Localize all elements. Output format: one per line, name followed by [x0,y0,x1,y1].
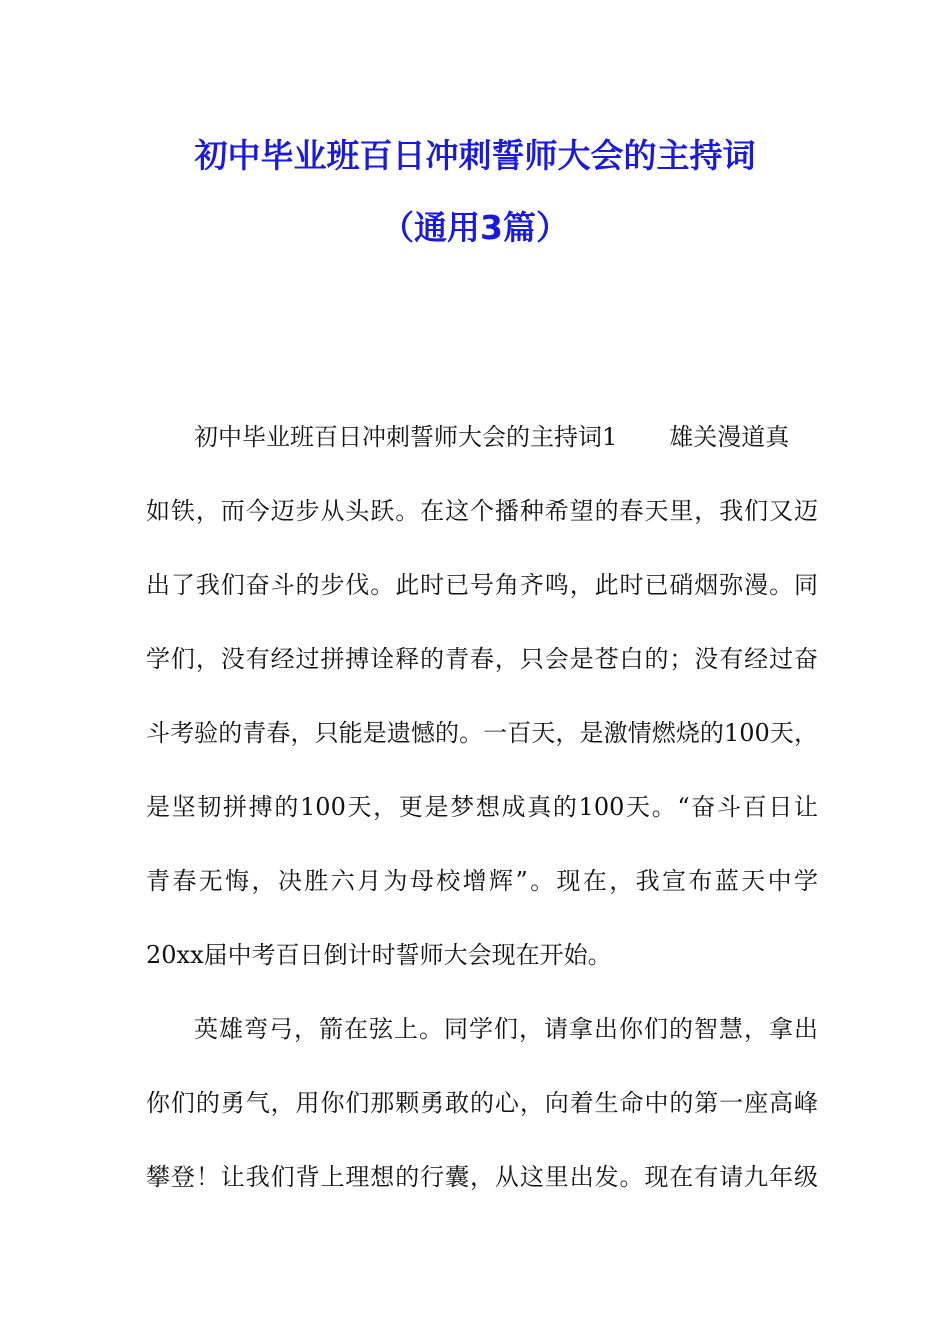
document-title [0,128,950,256]
paragraph-1-last-line: 20xx届中考百日倒计时誓师大会现在开始。 [146,941,612,969]
document-body [146,413,818,1227]
title-line-1: 初中毕业班百日冲刺誓师大会的主持词 [194,136,756,175]
paragraph-1-line: 学们，没有经过拼搏诠释的青春，只会是苍白的；没有经过奋 [146,645,818,673]
paragraph-1-line: 是坚韧拼搏的100天，更是梦想成真的100天。“奋斗百日让 [146,793,818,821]
paragraph-1-opening: 雄关漫道真 [669,423,790,451]
paragraph-2-line: 你们的勇气，用你们那颗勇敢的心，向着生命中的第一座高峰 [146,1089,818,1117]
paragraph-2-line: 英雄弯弓，箭在弦上。同学们，请拿出你们的智慧，拿出 [194,1015,818,1043]
paragraph-1-line-1 [146,413,818,487]
paragraph-1-line: 如铁，而今迈步从头跃。在这个播种希望的春天里，我们又迈 [146,497,818,525]
paragraph-2-line: 攀登！让我们背上理想的行囊，从这里出发。现在有请九年级 [146,1163,818,1191]
title-line-2: （通用3篇） [381,208,569,247]
paragraph-1-line: 出了我们奋斗的步伐。此时已号角齐鸣，此时已硝烟弥漫。同 [146,571,818,599]
paragraph-1-line: 斗考验的青春，只能是遗憾的。一百天，是激情燃烧的100天， [146,719,818,747]
section-heading: 初中毕业班百日冲刺誓师大会的主持词1 [194,423,618,451]
paragraph-1-line: 青春无悔，决胜六月为母校增辉”。现在，我宣布蓝天中学 [146,867,818,895]
